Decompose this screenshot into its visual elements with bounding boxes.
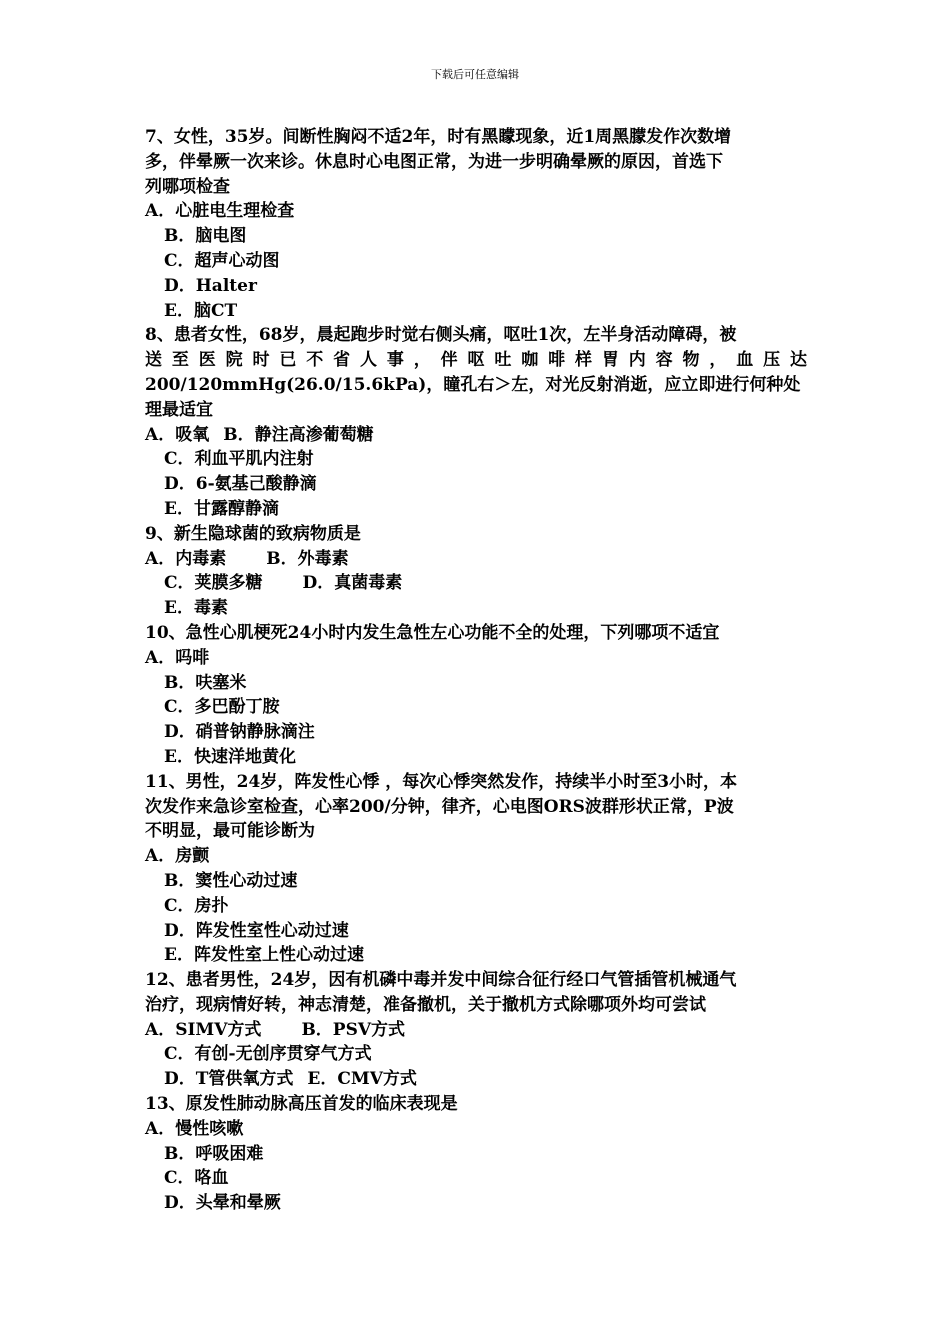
question-stem: 13、原发性肺动脉高压首发的临床表现是 xyxy=(145,1094,458,1115)
option-a: A．吗啡 xyxy=(145,647,210,668)
option-a: A．房颤 xyxy=(145,846,210,867)
option-d: D．头晕和晕厥 xyxy=(164,1193,281,1214)
question-8 xyxy=(145,323,807,521)
option-c: C．有创-无创序贯穿气方式 xyxy=(164,1044,372,1065)
page-header: 下载后可任意编辑 xyxy=(431,68,519,81)
option-e: E．毒素 xyxy=(164,598,228,619)
option-e: E．阵发性室上性心动过速 xyxy=(164,945,364,966)
question-stem: 理最适宜 xyxy=(145,399,213,420)
option-row xyxy=(145,1018,807,1043)
option-e: E．快速洋地黄化 xyxy=(164,746,296,767)
question-11 xyxy=(145,770,807,968)
option-c: C．超声心动图 xyxy=(164,250,280,271)
option-row xyxy=(145,1067,807,1092)
option-c: C．利血平肌内注射 xyxy=(164,449,314,470)
question-stem: 11、男性，24岁，阵发性心悸 ，每次心悸突然发作，持续半小时至3小时，本 xyxy=(145,771,738,792)
question-stem: 12、患者男性，24岁，因有机磷中毒并发中间综合征行经口气管插管机械通气 xyxy=(145,970,737,991)
option-d: D．T管供氧方式 xyxy=(164,1069,294,1090)
question-stem: 列哪项检查 xyxy=(145,176,230,197)
question-stem: 10、急性心肌梗死24小时内发生急性左心功能不全的处理，下列哪项不适宜 xyxy=(145,622,720,643)
option-d: D．6-氨基己酸静滴 xyxy=(164,474,317,495)
question-stem: 7、女性，35岁。间断性胸闷不适2年，时有黑矇现象，近1周黑朦发作次数增 xyxy=(145,127,732,147)
option-row xyxy=(145,571,807,596)
option-b: B．呼吸困难 xyxy=(164,1143,264,1164)
option-row xyxy=(145,423,807,448)
question-stem: 次发作来急诊室检查，心率200/分钟，律齐，心电图ORS波群形状正常，P波 xyxy=(145,796,734,817)
question-9 xyxy=(145,522,807,621)
option-e: E．甘露醇静滴 xyxy=(164,498,279,519)
option-a: A．SIMV方式 xyxy=(145,1019,262,1040)
option-e: E．脑CT xyxy=(164,300,238,321)
option-b: B．脑电图 xyxy=(164,226,247,247)
option-b: B．窦性心动过速 xyxy=(164,870,298,891)
option-row xyxy=(145,547,807,572)
question-13 xyxy=(145,1092,807,1216)
option-a: A．吸氧 xyxy=(145,424,210,445)
option-d: D．真菌毒素 xyxy=(302,573,403,594)
question-stem: 8、患者女性，68岁，晨起跑步时觉右侧头痛，呕吐1次，左半身活动障碍，被 xyxy=(145,325,737,346)
question-7 xyxy=(145,125,807,323)
question-stem: 不明显，最可能诊断为 xyxy=(145,821,315,842)
option-c: C．房扑 xyxy=(164,895,229,916)
option-d: D．硝普钠静脉滴注 xyxy=(164,722,315,743)
option-b: B．PSV方式 xyxy=(301,1019,406,1040)
question-stem: 9、新生隐球菌的致病物质是 xyxy=(145,523,361,544)
option-a: A．内毒素 xyxy=(145,548,227,569)
question-10 xyxy=(145,621,807,770)
option-d: D．Halter xyxy=(164,275,257,296)
question-12 xyxy=(145,968,807,1092)
option-c: C．咯血 xyxy=(164,1168,229,1189)
option-b: B．呋塞米 xyxy=(164,672,247,693)
option-b: B．外毒素 xyxy=(266,548,349,569)
option-c: C．多巴酚丁胺 xyxy=(164,697,280,718)
question-stem: 送至医院时已不省人事，伴呕吐咖啡样胃内容物，血压达 xyxy=(145,350,807,371)
option-e: E．CMV方式 xyxy=(307,1069,417,1090)
option-c: C．荚膜多糖 xyxy=(164,573,263,594)
option-a: A．慢性咳嗽 xyxy=(145,1118,244,1139)
option-b: B．静注高渗葡萄糖 xyxy=(223,424,374,445)
question-stem: 治疗，现病情好转，神志清楚，准备撤机，关于撤机方式除哪项外均可尝试 xyxy=(145,994,706,1015)
question-stem: 200/120mmHg(26.0/15.6kPa)，瞳孔右＞左，对光反射消逝，应立即进行何种处 xyxy=(145,374,801,395)
option-a: A．心脏电生理检查 xyxy=(145,201,295,222)
question-stem: 多，伴晕厥一次来诊。休息时心电图正常，为进一步明确晕厥的原因，首选下 xyxy=(145,151,723,172)
document-body xyxy=(145,125,807,1216)
option-d: D．阵发性室性心动过速 xyxy=(164,920,349,941)
